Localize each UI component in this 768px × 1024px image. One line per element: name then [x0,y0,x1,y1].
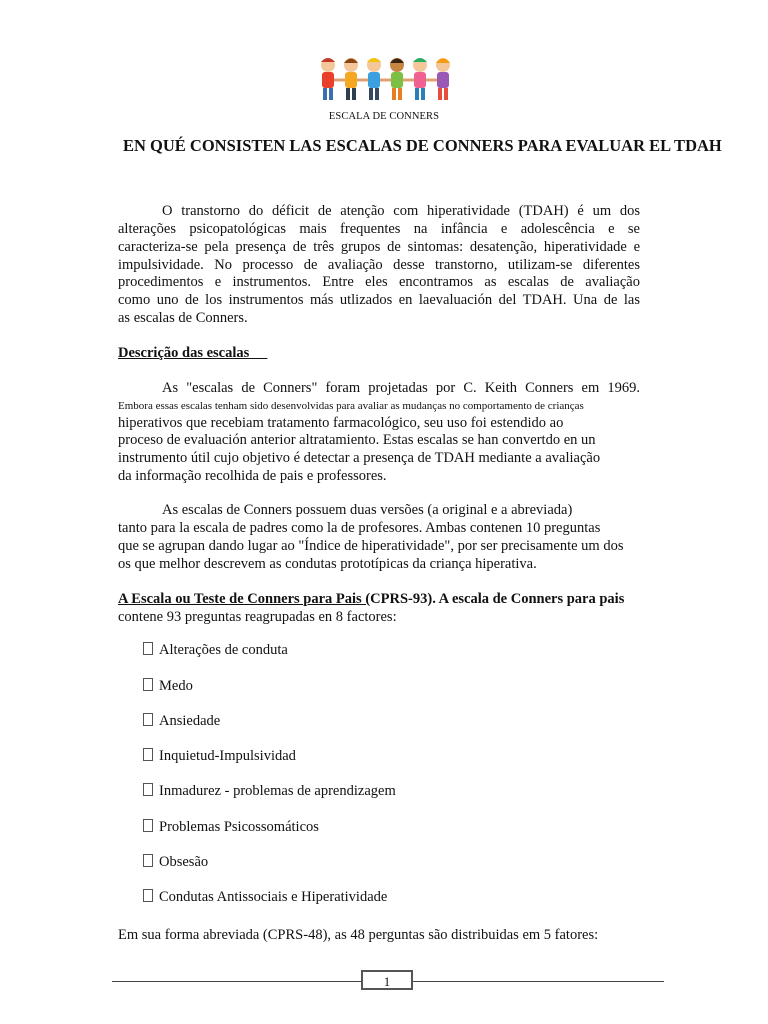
bullet-box-icon [143,642,153,655]
document-label: ESCALA DE CONNERS [328,111,440,122]
list-item-label: Alterações de conduta [159,642,288,658]
list-item-label: Inmadurez - problemas de aprendizagem [159,783,396,799]
list-item [143,818,319,836]
bullet-box-icon [143,819,153,832]
intro-line: como uno de los instrumentos más utlizados en laevaluación del TDAH. Una de las [118,292,640,308]
paragraph-line: instrumento útil cujo objetivo é detectar a presença de TDAH mediante a avaliação [118,450,601,466]
paragraph-line: proceso de evaluación anterior altratamiento. Estas escalas se han convertdo en un [118,432,596,448]
list-item [143,712,220,730]
paragraph-line: hiperativos que recebiam tratamento farmacológico, seu uso foi estendido ao [118,415,564,431]
intro-line: impulsividade. No processo de avaliação desse transtorno, utilizam-se diferentes [118,257,640,273]
heading-underline-tail [249,345,267,361]
bullet-box-icon [143,854,153,867]
intro-line: alterações psicopatológicas mais frequentes na infância e adolescência e se [118,221,640,237]
closing-line: Em sua forma abreviada (CPRS-48), as 48 perguntas são distribuidas em 5 fatores: [118,927,599,943]
section-subline: contene 93 preguntas reagrupadas en 8 factores: [118,609,397,625]
list-item [143,747,296,765]
paragraph-line: que se agrupan dando lugar ao "Índice de hiperatividade", por ser precisamente um dos [118,538,624,554]
list-item [143,853,208,871]
intro-line: procedimentos e instrumentos. Entre eles encontramos as escalas de avaliação [118,274,640,290]
paragraph-line: As escalas de Conners possuem duas versões (a original e a abreviada) [162,502,573,518]
document-title: EN QUÉ CONSISTEN LAS ESCALAS DE CONNERS PARA EVALUAR EL TDAH [123,136,722,155]
list-item-label: Condutas Antissociais e Hiperatividade [159,889,388,905]
section-heading-descricao [118,344,267,362]
bullet-box-icon [143,889,153,902]
intro-line: caracteriza-se pela presença de três grupos de sintomas: desatenção, hiperatividade e [118,239,640,255]
intro-line: O transtorno do déficit de atenção com hiperatividade (TDAH) é um dos [162,203,640,219]
list-item-label: Ansiedade [159,713,221,729]
list-item-label: Medo [159,678,193,694]
bullet-box-icon [143,783,153,796]
paragraph-line: Embora essas escalas tenham sido desenvolvidas para avaliar as mudanças no comportamento de crianças [118,400,584,412]
paragraph-line: os que melhor descrevem as condutas prototípicas da criança hiperativa. [118,556,537,572]
paragraph-line: As "escalas de Conners" foram projetadas por C. Keith Conners em 1969. [162,380,640,396]
page-number: 1 [361,970,413,990]
list-item-label: Obsesão [159,854,209,870]
section-heading-cprs [118,590,624,608]
bullet-box-icon [143,748,153,761]
paragraph-line: tanto para la escala de padres como la de profesores. Ambas contenen 10 preguntas [118,520,601,536]
heading-rest-part: CPRS-93). A escala de Conners para pais [370,591,625,607]
list-item [143,677,193,695]
bullet-box-icon [143,713,153,726]
list-item-label: Problemas Psicossomáticos [159,819,319,835]
intro-line: as escalas de Conners. [118,310,248,326]
list-item [143,888,387,906]
list-item [143,782,396,800]
list-item-label: Inquietud-Impulsividad [159,748,296,764]
children-holding-hands-icon [316,56,456,104]
heading-underlined-part: A Escala ou Teste de Conners para Pais ( [118,591,371,607]
bullet-box-icon [143,678,153,691]
list-item [143,641,288,659]
paragraph-line: da informação recolhida de pais e professores. [118,468,387,484]
section-heading-text: Descrição das escalas [118,345,250,361]
